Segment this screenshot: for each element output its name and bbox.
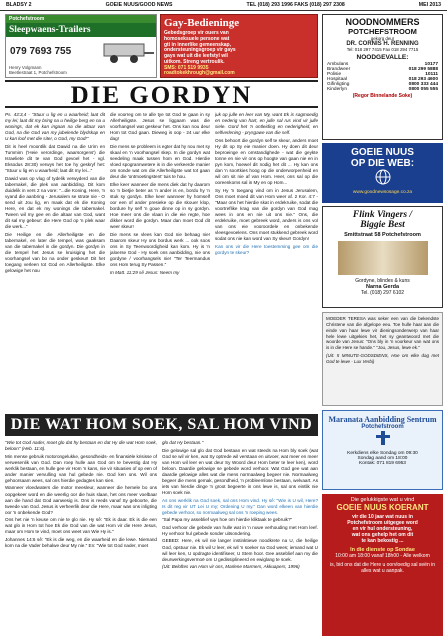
page-label: BLADSY 2: [6, 2, 32, 8]
flink-address: Smittstraat 58 Potchefstroom: [344, 232, 421, 238]
flink-title-2: Biggie Best: [360, 220, 405, 230]
noodnommers-city: POTCHEFSTROOM: [348, 27, 417, 36]
ad-gay-email: roadtokekhrough@gmail.com: [164, 70, 235, 77]
article-paragraph: Ps. 43:3,4 - "Stuur u lig en u waarheid; laat dit my lei; laat dit my bring na u heilige berg en na u wonings, dat ek kan ingaan na die altaar van God, na die God van my jubelende blydskap en U kan loof met die siter, o God, my God!": [5, 112, 105, 142]
noodnommers-footer: (Regor Binnelande Soke): [352, 93, 413, 99]
noodnommers-section: NOODGEVALLE:: [356, 54, 409, 61]
page-header: [0, 0, 447, 11]
emergency-label: Polisie: [327, 72, 342, 77]
emergency-label: Gifinligting: [327, 82, 350, 87]
thanks-line: wat ons gehelp het om dit: [351, 532, 414, 538]
contact-numbers: TEL (018) 293 1996 FAKS (018) 297 2308: [246, 2, 345, 8]
ad-gay-title: Gay-Bedieninge: [164, 17, 240, 29]
noodnommers-list: [323, 61, 442, 93]
lower-paragraph: Johannes 14:6 sê: "Ek is die weg, en die waarheid en die lewe. Niemand kom na die Vader behalwe deur My nie." En: "Wie tot God nader, moet: [5, 536, 157, 548]
article-paragraph: Die mens se vlees kan God nie behaag nie! Daarom skeur Hy ons bordus werk ... ook soos ons in Sy Teenwoordigheid kan kom. Hy is 'n jaloerse God - Hy soek ons aanbidding, nie ons gordyne / voorhangsels nie! "Ter Teermandus ons Hom terug Sy Passen.": [110, 231, 210, 267]
emergency-label: Hospitaal: [327, 77, 347, 82]
ad-sleepwaens-owner: Henry Volgmann: [9, 65, 42, 70]
article-paragraph: Dawid was op vlug of tydelik verwyderd van die tabernakel, die plek van aanbidding. Dit kom duidelik in vers 2 na vore: "...die Koning, Here, 'n vyand die aanbring - Jerusalem se strate nie - O send uit Jou lig, en maak dat ek die Koning Here, en dat ek my wonings die tabernakel. Tween wil my gee en die altaar van God, want dit sal my gebeur: die Here God op 'n plek waar die werk...": [5, 175, 105, 230]
thanks-line: Potchefstroom uitgegee word: [347, 520, 418, 526]
article-paragraph: In Matt. 11:29 sê Jesus: Neem my: [110, 269, 180, 275]
ad-sleepwaens-brand: Potchefstroom: [6, 15, 156, 23]
ad-goeie-nuus-web: [322, 143, 443, 203]
thanks-footer: is, bid ons dat die Here u oorvloedig sal seën in alles wat u aanpak.: [329, 562, 436, 574]
ad-flink-vingers: [322, 206, 443, 308]
thanks-time: 10:00 am 18:00 vanaf 18h00 - Alle welkom: [335, 553, 430, 559]
article-paragraph: Die Heilige en die Allerheiligste en die tabernakel, en later die tempel, was gaaksam van die tabernakel in die gordyn. Die gordyn in die tempel het Jesus se kruisiging het die voorhangsel van bo na onder geskeur! Dit het toegang verleen tot God en Allerheiligste. Elke gelowige het nou: [5, 231, 105, 274]
article-paragraph: Kan ons vir die Here toestemming gee om die gordyn te skeur?: [215, 243, 318, 255]
thanks-line: te kan bekostig ...: [361, 538, 404, 544]
article-paragraph: Die mens se probleem is egter dat hy nou met sy skaal en 'n voorhangsel skep. In die gordyn wat seedeling maak tussen hom en God. Hierdie vloed spogrannwetere is in die verkeerde manier om sonde wat om die Allerheiligste wat tot gaan deur die 'ontmoetingstent' tuis te hou.: [110, 143, 210, 180]
lower-paragraph: Min mense gebruik motorongelukke, gesondheids- en finansiële krisisse of verwesenlik van God. Dan roep hulle aan God om te bevestig dat Hy werklik bestaan, en hulle gee vir Hom 'n kans, nie vir situasies of op een of ander manier vervulling van hul gebede nie. God ken ons. Wil ons gehoorsaam wees, sal ons hierdie gedagtes kan sien.: [5, 453, 157, 483]
emergency-label: Brandweer: [327, 67, 351, 72]
emergency-label: Ambulans: [327, 62, 349, 67]
ad-sleepwaens: [5, 14, 157, 78]
flink-sub: Gordyne, blindes & kuns: [355, 278, 410, 284]
emergency-label: Kinderlyn: [327, 87, 347, 92]
lower-paragraph: glo dat Hy bestaan.": [162, 440, 204, 445]
emergency-value: 10111: [425, 72, 438, 77]
article-paragraph: Sy Hy 'n toegang vind om in Jesus Jerusalem, Ons moet moed dit van Hom weer af. 2 Kor. 4:7 - "Maar ons het hierdie skat in erdekruike, sodat die voortreflike krag van die gordyn van God mag wees in ons en nie uit ons nie." Ons, die erdekruike, moet gebreek word, anders is ons vol van ons eie vooroordele en onbekende vleesgevoelens. Ons moet stukkend gebreek word sodat ons nie kan word van Sy skeur! Gordyn!: [215, 187, 318, 242]
flink-title: Flink Vingers /: [352, 210, 413, 220]
ad-noodnommers: [322, 14, 443, 140]
lower-paragraph: Ons het nie 'n keuse om nie te glo nie. Hy sê: "Ek is daar. Ek is die een wat glo in Hom tot hoe Ek die God van die wat Hom vir die Here Jesus, maar om Hom te vind, moet ons weet van Wie Hy is.": [5, 517, 157, 535]
article-paragraph: Elke keer wanneer die mens diek dat hy daarom so 'n bietjie beter as 'n ander is en, bordu hy 'n stuk sy gordyn. Elke keer wanneer hy homself oor een of ander presieke op die skouer klop, bordure hy self 'n goue dinne op in sy gordyn. Hoe meer ons die vlaan in die eie regte, hoe dikker word die gordyn. Maar dan moet God dit weer skeur!: [110, 181, 210, 230]
emergency-value: 018 299 5888: [408, 67, 438, 72]
thanks-title: Die gelukkigste wat u vind: [350, 497, 415, 503]
emergency-value: 10177: [424, 62, 438, 67]
web-ad-title: GOEIE NUUS: [351, 147, 414, 158]
ad-maranata: [322, 410, 443, 490]
article-title: DIE GORDYN: [5, 80, 318, 108]
ad-sleepwaens-title: Sleepwaens-Trailers: [6, 23, 156, 37]
globe-icon: [363, 169, 403, 185]
lower-paragraph: GEBED: Here, ek wil nie langer instinktiewe noodkrete na U, die heilige God, opstuur nie. Ek wil U leer, ek wil 'n soeker na God wees; iemand wat U wil leer ken, U opdragte identifiseer, U Stem hoor. Gee asseblief aan my die deurwerkingsvermoë om U gedissiplineerd en ewiglang te soek.: [162, 538, 318, 562]
article-column-2: [110, 112, 210, 412]
ad-sleepwaens-phone: 079 7693 755: [10, 45, 72, 57]
flink-name: Narna Gerda: [365, 284, 399, 290]
lower-paragraph: As ons werklik na God soek, sal ons Hom vind. Hy sê: "Wie is U wil, Here? Is dit reg vir UT Lei U my; Ordening U my." Dan word elkeen van hierdie gebede verhoor, so normaalweg sal ons 'n roeping wees.: [162, 497, 318, 515]
section-banner: DIE WAT HOM SOEK, SAL HOM VIND: [5, 414, 318, 436]
article-paragraph: die voorreg om te alle tye tot God te gaan in sy Allerheiligste. Jesus se liggaam was die voorhangsel wat geskeur het. Ons kan nou deur Hom tot God gaan. Dieweg is oop - 24 uur elke dag!: [110, 112, 210, 142]
trailer-icon: [100, 38, 156, 64]
ad-gay-line: gti in innerlike gemeenskap,: [164, 41, 231, 48]
teresa-source: (Uit: 5 MINUTE-GODSDIENS, Hoe om elke dag met God te lewe - Lux Verbi): [326, 353, 439, 364]
lower-column-1: [5, 440, 157, 636]
article-paragraph: juk op julle en leer van My, want Ek is sagmoedig en nederig van hart, en julle sal rus vind vir julle siele. Gord het 'n ontleiding en nederigheid, en selfverlening - prysgawe van die self.: [215, 112, 318, 136]
lower-paragraph: God verhoor die gebede van hulle wat in 'n nuwe verhouding met Hom leef. Hy verhoor hul gebede sonder uitsondering.: [162, 524, 318, 536]
emergency-value: 0800 055 555: [408, 87, 438, 92]
cross-icon: [368, 430, 398, 446]
maranata-title: Maranata Aanbidding Sentrum: [328, 415, 437, 424]
maranata-city: Potchefstroom: [361, 424, 404, 430]
noodnommers-doctor: DR. CORNIS H. RENNING: [346, 41, 419, 47]
web-ad-subtitle: OP DIE WEB:: [350, 158, 415, 169]
ad-sleepwaens-address: Beetlestraat 1, Potchefstroom: [9, 70, 67, 75]
emergency-value: 0800 333 444: [408, 82, 438, 87]
ad-gay-line: homoseksuele persone wat: [164, 35, 230, 42]
ad-gay-bedieninge: [160, 14, 318, 78]
ad-gay-line: ondersteuningsgroep vir gays: [164, 47, 236, 54]
ad-moeder-teresa: [322, 312, 443, 406]
curtain-image: [338, 241, 428, 275]
maranata-line: Sondag aand om 18:00: [357, 456, 408, 461]
ad-gay-line: Gebedsgroep vir ouers van: [164, 30, 229, 36]
flink-tel: Tel. (018) 297 6102: [360, 290, 405, 296]
publication-name: GOEIE NUUS/GOOD NEWS: [105, 2, 173, 8]
article-paragraph: Dit is heel moontlik dat Dawid na die Urim en Tummim ('Heie verordinge, waarsorgens') die Israeliete dit te van God gevoel het - vgl. Eksodus 28:30) verwys het toe hy geskryf het: "Stuur u lig en u waarheid; laat dit my lei...": [5, 143, 105, 174]
lower-paragraph: (Uit: Beloftes van Hom vir ons, Marlene Marmers, Akkuapers, 1996): [162, 564, 300, 570]
article-column-3: [215, 112, 318, 412]
thanks-subtitle: GOEIE NUUS KOERANT: [336, 503, 429, 512]
maranata-line: Kerkdiens elke Sondag om 09:30: [347, 451, 418, 456]
maranata-line: Kontak: 071 819 6953: [359, 461, 406, 466]
emergency-number-row: [327, 87, 438, 92]
lower-paragraph: Wanneer vloedwaters die motor meesleur, wanneer die hemele bo ons oopgekeer word en die weerlig oor die huis slaan, het ons meer voelbaar aan die hand dat God aanwesig is. Ons is reeds vanaf Sy geboorte, die tweede van God. Jesus is verheerlik deur die Here, maar was ons inligting oor 'n onbekende God?: [5, 485, 157, 515]
noodnommers-address: Tel: 018 297 7415 Fax 018 294 7715: [346, 47, 419, 52]
lower-paragraph: Die gelowige sal glo dat God bestaan en wat steeds na Hom bly soek (wat God se wil vir ken, wat Sy optrede wil verstaan en uitvoer, wat meer en meer van Hom wil leer en wat deur Sy Woord deur Hom beter te leer ken), word beloon. Daardie gelowige se gebede word verhoor. Wat God gee wat aan daardie gelowige alles wat die mens normaalweg begeer nie. Normaalweg begeer die mens gemak, gesondheid, 'n probleemlose bestaan, welvaart. As iets van hierdie dinge 'n groot begeerte in ons lewe is, sal ons eintlik nie Hom soek nie.: [162, 447, 318, 495]
ad-gay-sms: SMS: 071 519 9935: [164, 64, 209, 71]
thanks-line: en vir hul ondersteuning,: [352, 526, 413, 532]
issue-date: MEI 2013: [418, 2, 441, 8]
article-column-1: [5, 112, 105, 412]
thanks-line: vir die 10 jaar wat nuus in: [352, 514, 413, 520]
noodnommers-title: NOODNOMMERS: [345, 17, 420, 27]
article-paragraph: Ons behoort die gordyn self te skeur, anders moet Hy dit op Sy eie manier doen. Hy doen dit deur beproeinge en omstandighede - wat die geykte tonne en nie vir ons op hoogte van gaan nie en in pyn kom, hoewel dit nodig het dit ... Hy kan ons dan 'n soortkies hoog op die onderworpenheid en wil om sit nie af van Hom. Heer, ons sal op die ooreenkoms sal in My en op Hom...: [215, 137, 318, 186]
noodnommers-subtitle: gekorg deur: [370, 36, 395, 41]
lower-column-2: [162, 440, 318, 636]
ad-gay-line: uitkom. Streng vertroulik.: [164, 58, 225, 65]
ad-goeie-nuus-thanks: [322, 494, 443, 636]
thanks-time-title: In die dienste op Sondae: [350, 547, 415, 553]
lower-paragraph: "Wie tot God nader, moet glo dat hy bestaan en dat Hy die wat Hom soek, beloon" (Heb. 11:6).: [5, 440, 157, 452]
web-ad-url[interactable]: www.goodnewsosage.co.za: [352, 190, 413, 195]
emergency-value: 018 293 4600: [408, 77, 438, 82]
teresa-text: MOEDER TERESA was seker een van die bekendste Christene van die afgelope eeu. Toe hulle haar aan die einde van haar lewe vir dieningsonderwerp van haar hele lewe uitgekies het, het sy geantwoord met die woorde van Jesus: "Ons bly in 'n voorkeur van wat ons is in die Here se hande." "Jou, Jesus, lewe ek.": [326, 316, 439, 351]
ad-gay-line: gays wat uit die leefstyl wil: [164, 53, 228, 59]
lower-paragraph: "Sal Papa my asseblief wys hoe om hierdie kliktaak te gebruik?": [162, 517, 293, 523]
